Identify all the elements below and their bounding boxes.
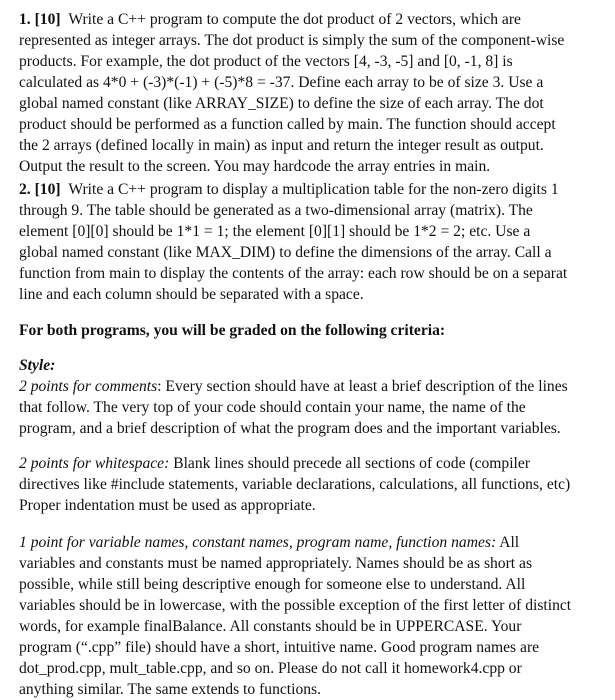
whitespace-label: 2 points for whitespace: [19,455,170,472]
whitespace-line: Proper indentation must be used as appropriate. [19,497,316,514]
comments-line: that follow. The very top of your code should contain your name, the name of the [19,399,526,416]
question-1-line: global named constant (like ARRAY_SIZE) to define the size of each array. The dot [19,95,544,112]
question-1-line: represented as integer arrays. The dot product is simply the sum of the component-wise [19,32,565,49]
question-1-number: 1. [10] [19,11,61,28]
question-1-line: calculated as 4*0 + (-3)*(-1) + (-5)*8 = -37. Define each array to be of size 3. Use a [19,74,544,91]
question-2-line: element [0][0] should be 1*1 = 1; the element [0][1] should be 1*2 = 2; etc. Use a [19,223,531,240]
naming-line: variables and constants must be named appropriately. Names should be as short as [19,555,533,572]
naming-line: variables should be in lowercase, with the possible exception of the first letter of distinct [19,597,572,614]
criteria-heading: For both programs, you will be graded on the following criteria: [19,322,446,339]
comments-label: 2 points for comments [19,378,158,395]
style-heading: Style: [19,357,56,374]
question-1-line: Output the result to the screen. You may hardcode the array entries in main. [19,158,491,175]
question-2-line: through 9. The table should be generated as a two-dimensional array (matrix). The [19,202,533,219]
question-2-line: 2. [10] Write a C++ program to display a multiplication table for the non-zero digits 1 [19,181,559,198]
naming-line: possible, while still being descriptive enough for someone else to understand. All [19,576,526,593]
naming-line: words, for example finalBalance. All constants should be in UPPERCASE. Your [19,618,522,635]
question-1-line: product should be performed as a function called by main. The function should accept [19,116,556,133]
comments-criterion: 2 points for comments: Every section should have at least a brief description of the lines that follow. The very top of your code should contain your name, the name of the program, and a brief description of what the program does and the important variables. [19,378,568,437]
whitespace-line: directives like #include statements, variable declarations, calculations, all functions, etc) [19,476,571,493]
naming-line: dot_prod.cpp, mult_table.cpp, and so on. Please do not call it homework4.cpp or [19,660,522,677]
question-2-number: 2. [10] [19,181,61,198]
comments-line: program, and a brief description of what the program does and the important variables. [19,420,561,437]
naming-line: program (“.cpp” file) should have a short, intuitive name. Good program names are [19,639,540,656]
question-2-line: function from main to display the contents of the array: each row should be on a separat [19,265,568,282]
question-1-line: 1. [10] Write a C++ program to compute the dot product of 2 vectors, which are [19,11,521,28]
question-1-line: the 2 arrays (defined locally in main) as input and return the integer result as output. [19,137,544,154]
whitespace-criterion: 2 points for whitespace: Blank lines should precede all sections of code (compiler directives like #include statements, variable declarations, calculations, all functions, etc) Proper indentation must be used as appropriate. [19,455,571,514]
question-2-line: global named constant (like MAX_DIM) to define the dimensions of the array. Call a [19,244,552,261]
naming-label: 1 point for variable names, constant names, program name, function names: [19,534,497,551]
naming-line: anything similar. The same extends to functions. [19,681,322,698]
naming-criterion: 1 point for variable names, constant names, program name, function names: All variables and constants must be named appropriately. Names should be as short as possible, while still being descriptive enough for someone else to understand. All variables should be in lowercase, with the possible exception of the first letter of distinct words, for example finalBalance. All constants should be in UPPERCASE. Your program (“.cpp” file) should have a short, intuitive name. Good program names are dot_prod.cpp, mult_table.cpp, and so on. Please do not call it homework4.cpp or anything similar. The same extends to functions. [19,534,572,698]
question-2-line: line and each column should be separated with a space. [19,286,364,303]
question-2 [19,179,567,305]
question-1-line: products. For example, the dot product of the vectors [4, -3, -5] and [0, -1, 8] is [19,53,513,70]
question-1 [19,9,564,177]
